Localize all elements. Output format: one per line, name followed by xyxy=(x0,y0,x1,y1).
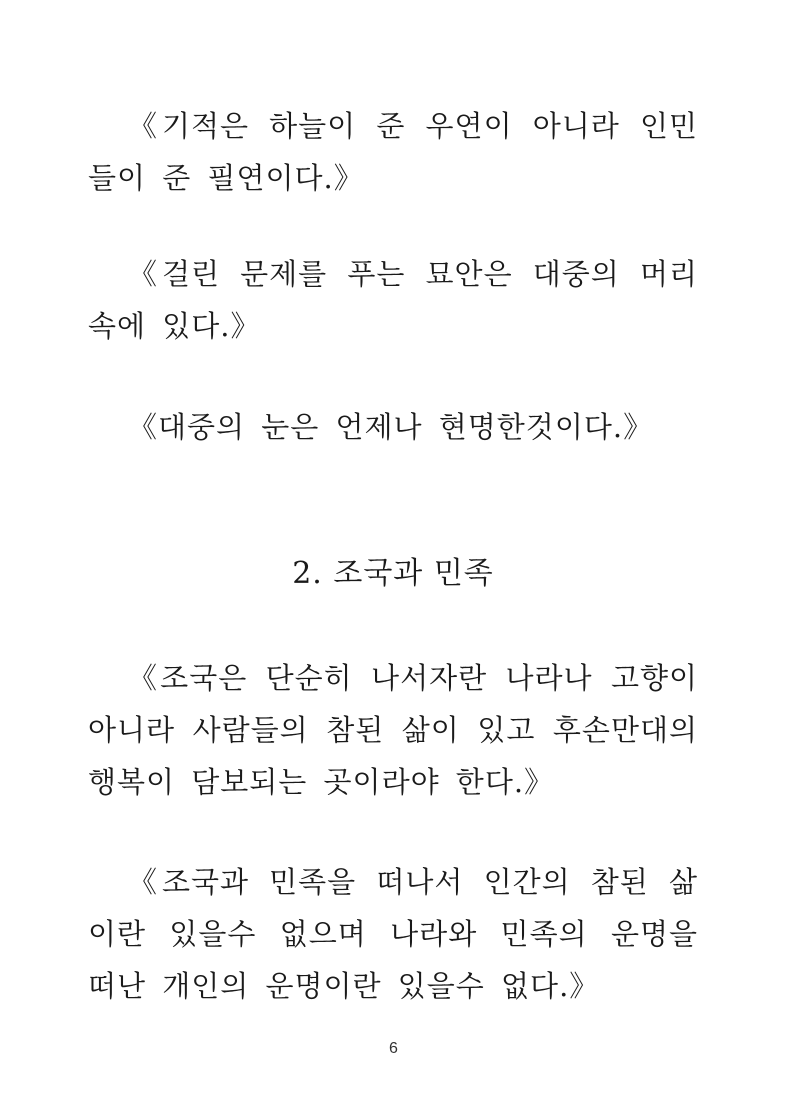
page-number: 6 xyxy=(389,1040,398,1057)
section-title: 2. 조국과 민족 xyxy=(292,556,494,591)
quote-paragraph: 《대중의 눈은 언제나 현명한것이다.》 xyxy=(128,410,654,444)
quote-paragraph: 《조국은 단순히 나서자란 나라나 고향이 아니라 사람들의 참된 삶이 있고 후손만대의 행복이 담보되는 곳이라야 한다.》 xyxy=(88,661,698,799)
quote-paragraph: 《조국과 민족을 떠나서 인간의 참된 삶이란 있을수 없으며 나라와 민족의 운명을 떠난 개인의 운명이란 있을수 없다.》 xyxy=(88,865,698,1003)
quote-paragraph: 《기적은 하늘이 준 우연이 아니라 인민들이 준 필연이다.》 xyxy=(88,109,698,195)
quote-paragraph: 《걸린 문제를 푸는 묘안은 대중의 머리속에 있다.》 xyxy=(88,257,698,343)
